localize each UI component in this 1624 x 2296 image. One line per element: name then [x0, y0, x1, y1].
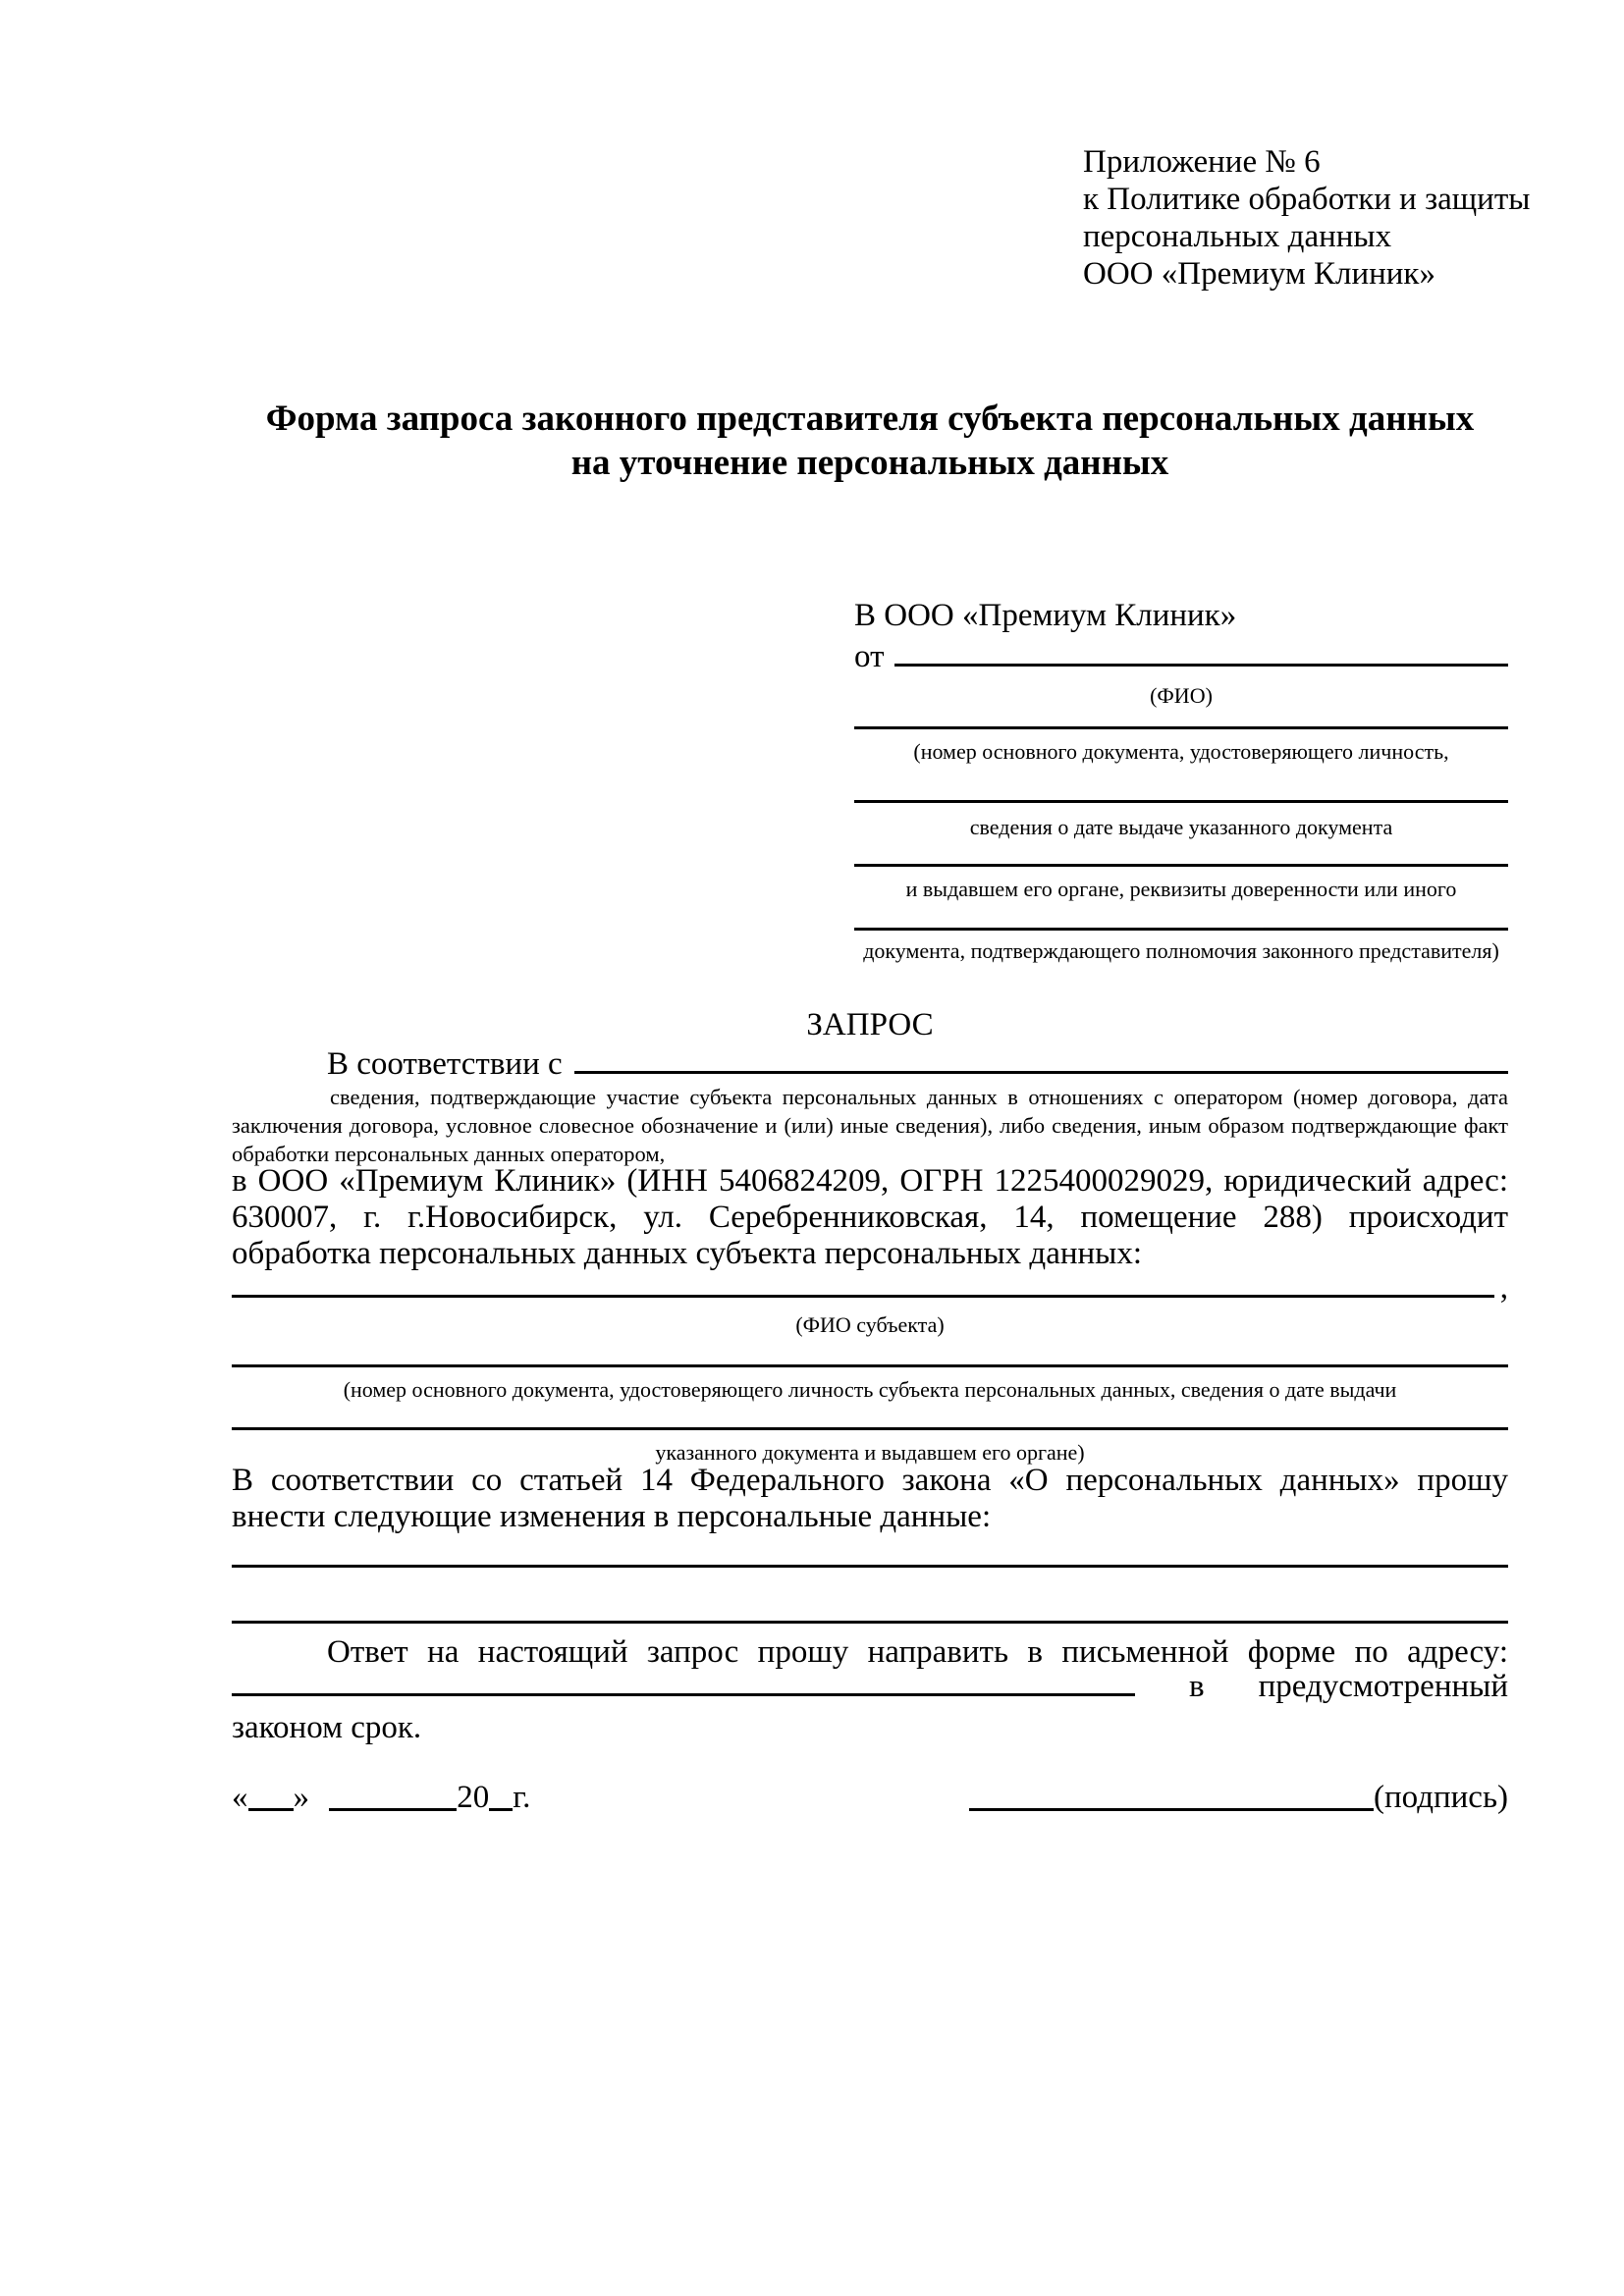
fill-in-line — [854, 726, 1508, 729]
year-suffix: г. — [513, 1780, 531, 1815]
subject-doc-caption-1: (номер основного документа, удостоверяющего личность субъекта персональных данных, сведения о дате выдачи — [343, 1377, 1397, 1402]
subject-comma: , — [1499, 1270, 1508, 1306]
form-title-line-1: Форма запроса законного представителя субъекта персональных данных — [265, 399, 1475, 439]
basis-caption: сведения, подтверждающие участие субъекта персональных данных в отношениях с оператором (номер договора, дата заключения договора, условное словесное обозначение и (или) иные сведения), либо сведения, иным образом подтверждающие факт обработки персональных данных оператором, — [232, 1085, 1508, 1166]
form-title-line-2: на уточнение персональных данных — [570, 443, 1169, 483]
date-field — [232, 1780, 530, 1816]
from-row — [854, 636, 1508, 677]
appendix-line-2: к Политике обработки и защиты — [1083, 182, 1531, 217]
subject-doc-caption-2: указанного документа и выдавшем его органе) — [655, 1440, 1085, 1465]
fio-caption: (ФИО) — [1150, 683, 1213, 708]
form-title — [232, 397, 1508, 485]
field-caption: и выдавшем его органе, реквизиты доверенности или иного — [905, 877, 1457, 901]
reply-tail: законом срок. — [232, 1710, 422, 1745]
fill-in-line — [854, 928, 1508, 931]
from-fill-in-line — [894, 664, 1509, 667]
field-caption: (номер основного документа, удостоверяющего личность, — [913, 739, 1449, 764]
signature-fill-in-line — [969, 1808, 1374, 1811]
according-label: В соответствии с — [327, 1046, 563, 1082]
fill-in-line — [232, 1364, 1508, 1367]
basis-fill-in-line — [574, 1071, 1508, 1074]
field-caption: документа, подтверждающего полномочия законного представителя) — [863, 938, 1499, 963]
signature-caption: (подпись) — [1374, 1780, 1508, 1815]
appendix-block — [1083, 143, 1530, 293]
law-paragraph: В соответствии со статьей 14 Федерального закона «О персональных данных» прошу внести следующие изменения в персональные данные: — [232, 1463, 1508, 1534]
addressee-block — [854, 595, 1508, 709]
changes-fill-in-line — [232, 1565, 1508, 1568]
reply-word-predusm: предусмотренный — [1258, 1669, 1508, 1704]
reply-word-v: в — [1189, 1669, 1205, 1704]
fill-in-line — [232, 1427, 1508, 1430]
signature-field — [969, 1780, 1508, 1816]
reply-address-row — [232, 1669, 1508, 1705]
appendix-line-1: Приложение № 6 — [1083, 144, 1321, 180]
month-fill-in-line — [329, 1808, 457, 1811]
year-prefix: 20 — [457, 1780, 490, 1815]
field-caption: сведения о дате выдаче указанного документа — [969, 815, 1393, 839]
changes-fill-in-line — [232, 1621, 1508, 1624]
subject-fio-row — [232, 1270, 1508, 1307]
reply-paragraph: Ответ на настоящий запрос прошу направить в письменной форме по адресу: — [327, 1634, 1508, 1670]
date-open-quote: « — [232, 1780, 248, 1815]
according-row — [232, 1046, 1508, 1083]
date-close-quote: » — [293, 1780, 309, 1815]
year-fill-in-line — [489, 1808, 513, 1811]
from-label: от — [854, 639, 885, 674]
request-heading: ЗАПРОС — [806, 1007, 934, 1042]
fill-in-line — [854, 864, 1508, 867]
address-fill-in-line — [232, 1693, 1135, 1696]
fill-in-line — [854, 800, 1508, 803]
date-signature-row — [232, 1780, 1508, 1816]
operator-paragraph: в ООО «Премиум Клиник» (ИНН 5406824209, ОГРН 1225400029029, юридический адрес: 630007, г. г.Новосибирск, ул. Серебренниковская, 14, помещение 288) происходит обработка персональных данных субъекта персональных данных: — [232, 1163, 1508, 1271]
subject-fio-fill-in-line — [232, 1295, 1494, 1298]
addressee-to: В ООО «Премиум Клиник» — [854, 598, 1237, 633]
day-fill-in-line — [248, 1808, 294, 1811]
appendix-line-4: ООО «Премиум Клиник» — [1083, 256, 1435, 292]
appendix-line-3: персональных данных — [1083, 219, 1392, 254]
subject-fio-caption: (ФИО субъекта) — [795, 1312, 945, 1337]
